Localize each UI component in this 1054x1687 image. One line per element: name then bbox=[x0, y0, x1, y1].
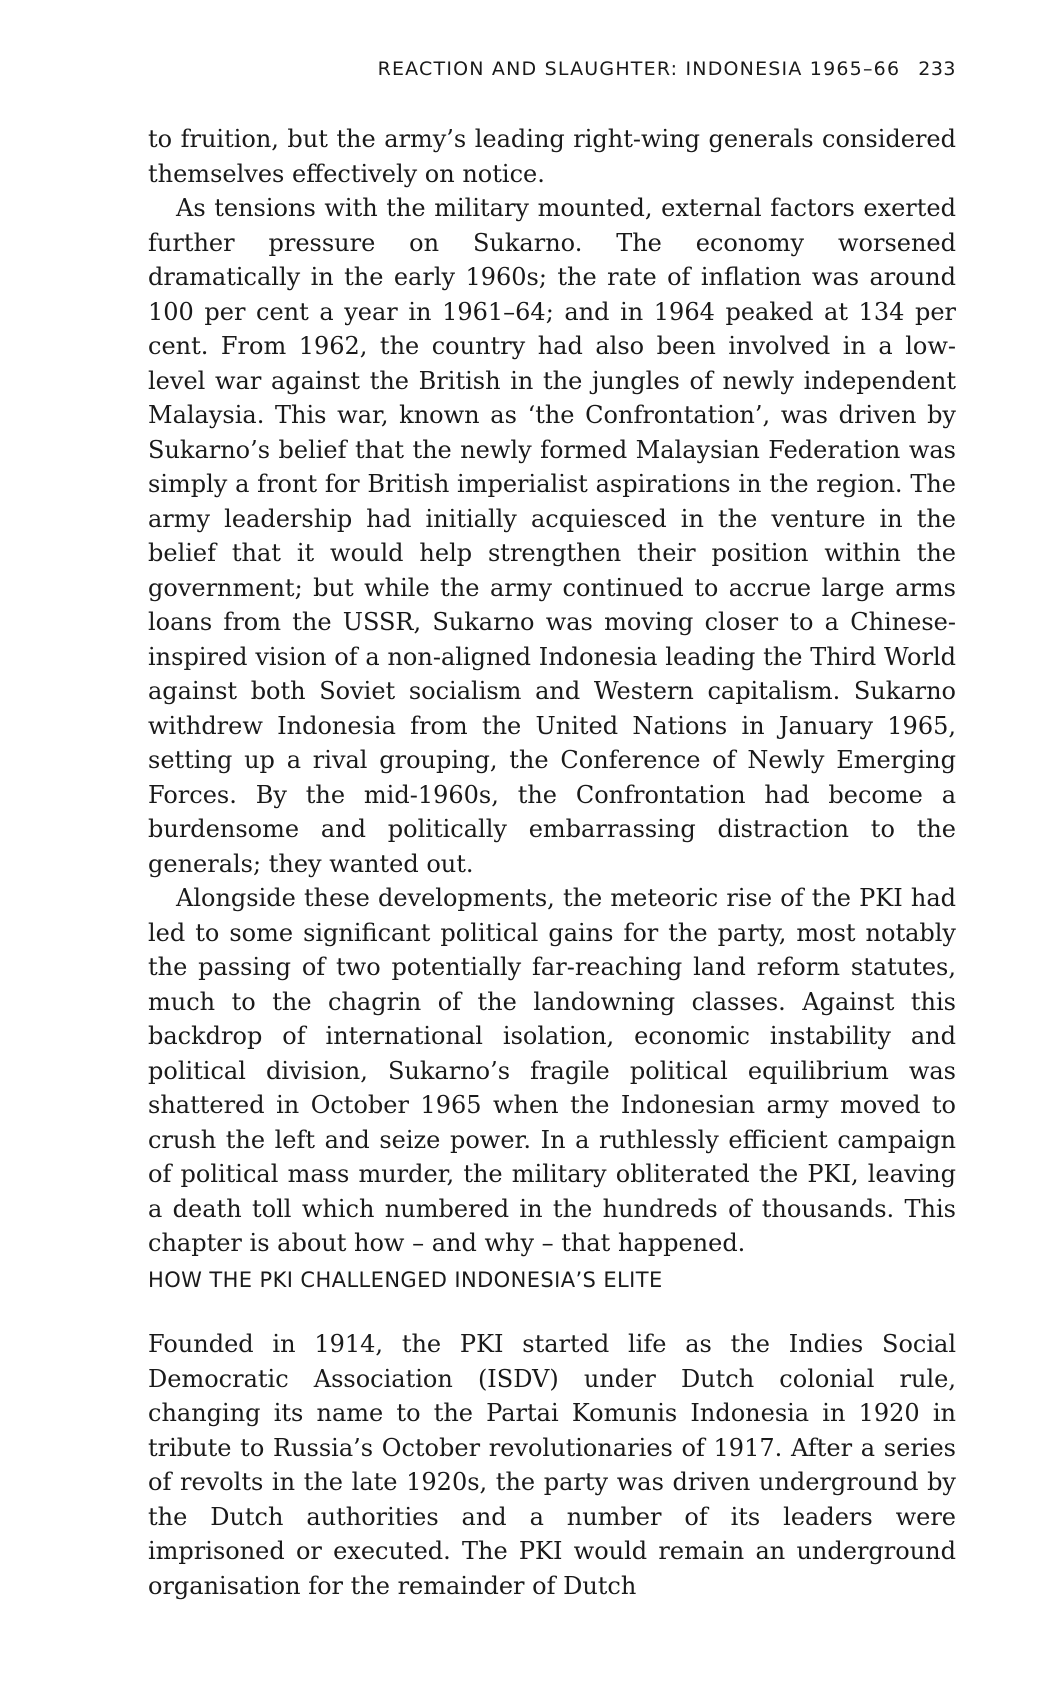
section-paragraph: Founded in 1914, the PKI started life as the Indies Social Democratic Association (ISDV) under Dutch colonial rule, changing its name to the Partai Komunis Indonesia in 1920 in tribute to Russia’s October revolutionaries of 1917. After a series of revolts in the late 1920s, the party was driven underground by the Dutch authorities and a number of its leaders were imprisoned or executed. The PKI would remain an underground organisation for the remainder of Dutch bbox=[148, 1330, 956, 1600]
paragraph-confrontation: As tensions with the military mounted, external factors exerted further pressure on Sukarno. The economy worsened dramatically in the early 1960s; the rate of inflation was around 100 per cent a year in 1961–64; and in 1964 peaked at 134 per cent. From 1962, the country had also been involved in a low-level war against the British in the jungles of newly independent Malaysia. This war, known as ‘the Confrontation’, was driven by Sukarno’s belief that the newly formed Malaysian Federation was simply a front for British imperialist aspirations in the region. The army leadership had initially acquiesced in the venture in the belief that it would help strengthen their position within the government; but while the army continued to accrue large arms loans from the USSR, Sukarno was moving closer to a Chinese-inspired vision of a non-aligned Indonesia leading the Third World against both Soviet socialism and Western capitalism. Sukarno withdrew Indonesia from the United Nations in January 1965, setting up a rival grouping, the Conference of Newly Emerging Forces. By the mid-1960s, the Confrontation had become a burdensome and politically embarrassing distraction to the generals; they wanted out. bbox=[148, 194, 956, 878]
paragraph-pki-rise: Alongside these developments, the meteoric rise of the PKI had led to some significant political gains for the party, most notably the passing of two potentially far-reaching land reform statutes, much to the chagrin of the landowning classes. Against this backdrop of international isolation, economic instability and political division, Sukarno’s fragile political equilibrium was shattered in October 1965 when the Indonesian army moved to crush the left and seize power. In a ruthlessly efficient campaign of political mass murder, the military obliterated the PKI, leaving a death toll which numbered in the hundreds of thousands. This chapter is about how – and why – that happened. bbox=[148, 884, 956, 1257]
body-text bbox=[148, 122, 956, 1261]
section-heading: HOW THE PKI CHALLENGED INDONESIA’S ELITE bbox=[148, 1268, 663, 1292]
running-header bbox=[378, 58, 956, 80]
running-title: REACTION AND SLAUGHTER: INDONESIA 1965–66 bbox=[377, 58, 901, 80]
paragraph-continuation: to fruition, but the army’s leading right-wing generals considered themselves effectively on notice. bbox=[148, 125, 956, 188]
page-number: 233 bbox=[918, 58, 956, 80]
